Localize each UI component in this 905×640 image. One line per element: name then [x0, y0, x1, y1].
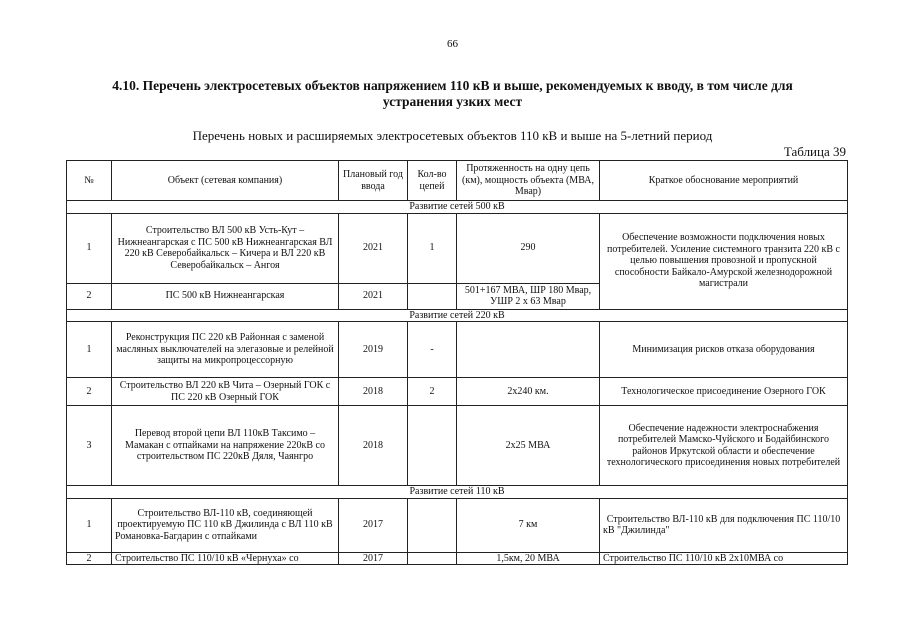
cell-year: 2018 — [339, 378, 408, 406]
table-row — [67, 213, 848, 283]
cell-length: 2х240 км. — [457, 378, 600, 406]
cell-num: 1 — [67, 322, 112, 378]
cell-num: 2 — [67, 283, 112, 309]
table-row — [67, 378, 848, 406]
cell-year: 2019 — [339, 322, 408, 378]
cell-length — [457, 322, 600, 378]
cell-object: Строительство ВЛ 220 кВ Чита – Озерный ГОК с ПС 220 кВ Озерный ГОК — [112, 378, 339, 406]
cell-length: 2х25 МВА — [457, 406, 600, 486]
table-row — [67, 406, 848, 486]
cell-num: 2 — [67, 552, 112, 565]
cell-num: 3 — [67, 406, 112, 486]
table-header-row — [67, 161, 848, 201]
col-header-num: № — [67, 161, 112, 201]
col-header-length: Протяженность на одну цепь (км), мощность объекта (МВА, Мвар) — [457, 161, 600, 201]
cell-num: 2 — [67, 378, 112, 406]
cell-year: 2017 — [339, 552, 408, 565]
cell-length: 290 — [457, 213, 600, 283]
cell-count: 1 — [408, 213, 457, 283]
cell-object: Строительство ВЛ 500 кВ Усть-Кут – Нижнеангарская с ПС 500 кВ Нижнеангарская ВЛ 220 кВ Северобайкальск – Кичера и ВЛ 220 кВ Северобайкальск – Ангоя — [112, 213, 339, 283]
col-header-year: Плановый год ввода — [339, 161, 408, 201]
section-label: Развитие сетей 110 кВ — [67, 486, 848, 499]
table-number-label: Таблица 39 — [783, 144, 846, 159]
col-header-object: Объект (сетевая компания) — [112, 161, 339, 201]
cell-num: 1 — [67, 498, 112, 552]
cell-reason: Технологическое присоединение Озерного ГОК — [600, 378, 848, 406]
cell-count: - — [408, 322, 457, 378]
page-number: 66 — [447, 38, 458, 50]
cell-count — [408, 552, 457, 565]
col-header-reason: Краткое обоснование мероприятий — [600, 161, 848, 201]
cell-count: 2 — [408, 378, 457, 406]
cell-reason: Обеспечение возможности подключения новых потребителей. Усиление системного транзита 220 кВ с целью повышения провозной и пропускной способности Байкало-Амурской железнодорожной магистрали — [600, 213, 848, 309]
cell-length: 1,5км, 20 МВА — [457, 552, 600, 565]
cell-num: 1 — [67, 213, 112, 283]
section-label: Развитие сетей 220 кВ — [67, 309, 848, 322]
cell-length: 501+167 МВА, ШР 180 Мвар, УШР 2 х 63 Мвар — [457, 283, 600, 309]
cell-object: Перевод второй цепи ВЛ 110кВ Таксимо – Мамакан с отпайками на напряжение 220кВ со строительством ПС 220кВ Дяля, Чаянгро — [112, 406, 339, 486]
cell-object: ПС 500 кВ Нижнеангарская — [112, 283, 339, 309]
cell-reason: Обеспечение надежности электроснабжения потребителей Мамско-Чуйского и Бодайбинского районов Иркутской области и обеспечение технологического присоединения новых потребителей — [600, 406, 848, 486]
section-heading: 4.10. Перечень электросетевых объектов напряжением 110 кВ и выше, рекомендуемых к вводу, в том числе для устранения узких мест — [112, 78, 793, 109]
section-label: Развитие сетей 500 кВ — [67, 201, 848, 214]
section-row-110 — [67, 486, 848, 499]
cell-length: 7 км — [457, 498, 600, 552]
cell-year: 2017 — [339, 498, 408, 552]
cell-reason: Минимизация рисков отказа оборудования — [600, 322, 848, 378]
col-header-count: Кол-во цепей — [408, 161, 457, 201]
table-subtitle: Перечень новых и расширяемых электросетевых объектов 110 кВ и выше на 5-летний период — [192, 128, 713, 143]
cell-count — [408, 498, 457, 552]
cell-reason: Строительство ВЛ-110 кВ для подключения ПС 110/10 кВ "Джилинда" — [600, 498, 848, 552]
table-row — [67, 498, 848, 552]
section-row-220 — [67, 309, 848, 322]
cell-year: 2021 — [339, 283, 408, 309]
cell-year: 2021 — [339, 213, 408, 283]
grid-objects-table — [66, 160, 848, 565]
cell-count — [408, 406, 457, 486]
table-row — [67, 322, 848, 378]
cell-object: Реконструкция ПС 220 кВ Районная с заменой масляных выключателей на элегазовые и релейной защиты на микропроцессорную — [112, 322, 339, 378]
cell-count — [408, 283, 457, 309]
cell-year: 2018 — [339, 406, 408, 486]
cell-object: Строительство ПС 110/10 кВ «Чернуха» со — [112, 552, 339, 565]
section-row-500 — [67, 201, 848, 214]
cell-object: Строительство ВЛ-110 кВ, соединяющей проектируемую ПС 110 кВ Джилинда с ВЛ 110 кВ Романовка-Багдарин с отпайками — [112, 498, 339, 552]
table-row — [67, 552, 848, 565]
cell-reason: Строительство ПС 110/10 кВ 2х10МВА со — [600, 552, 848, 565]
